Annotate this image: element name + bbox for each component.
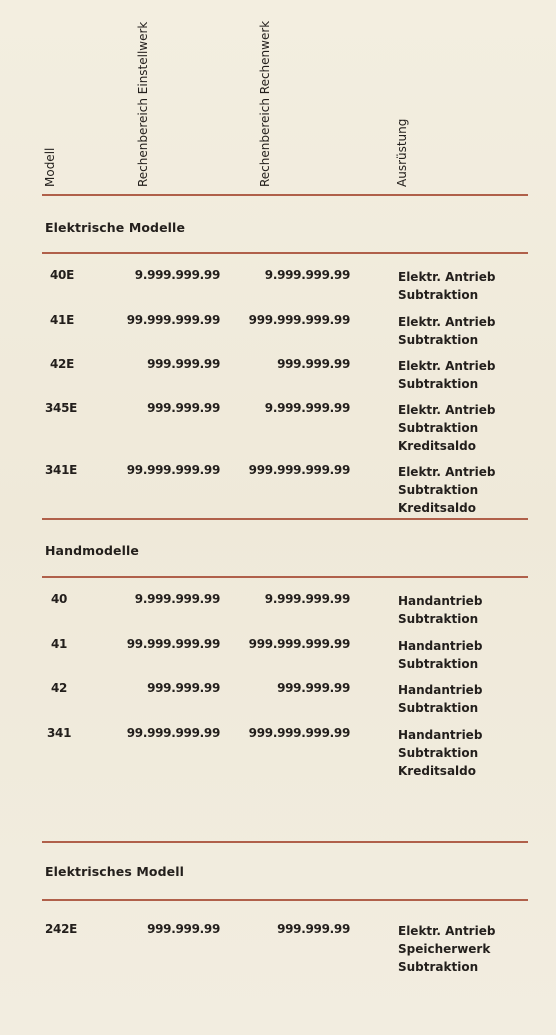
einstellwerk-cell: 999.999.99 (147, 357, 220, 371)
header-rule (42, 194, 528, 196)
equipment-line: Elektr. Antrieb (398, 315, 496, 329)
model-cell: 345E (45, 401, 78, 415)
einstellwerk-cell: 999.999.99 (147, 922, 220, 936)
column-header-rechenwerk: Rechenbereich Rechenwerk (258, 20, 272, 187)
rechenwerk-cell: 999.999.999.99 (248, 637, 350, 651)
einstellwerk-cell: 99.999.999.99 (126, 313, 220, 327)
section-rule (42, 576, 528, 578)
model-cell: 341 (47, 726, 72, 740)
einstellwerk-cell: 999.999.99 (147, 401, 220, 415)
einstellwerk-cell: 9.999.999.99 (134, 268, 220, 282)
ausruestung-cell (398, 637, 482, 673)
equipment-line: Elektr. Antrieb (398, 403, 496, 417)
equipment-line: Handantrieb (398, 728, 483, 742)
column-header-einstellwerk: Rechenbereich Einstellwerk (136, 21, 150, 187)
equipment-line: Subtraktion (398, 483, 479, 497)
ausruestung-cell (398, 922, 495, 976)
rechenwerk-cell: 999.999.999.99 (248, 313, 350, 327)
section-rule (42, 841, 528, 843)
model-cell: 41E (50, 313, 74, 327)
section-rule (42, 899, 528, 901)
section-rule (42, 252, 528, 254)
ausruestung-cell (398, 726, 482, 780)
equipment-line: Subtraktion (398, 612, 479, 626)
section-title-handmodelle: Handmodelle (45, 543, 139, 558)
equipment-line: Subtraktion (398, 377, 479, 391)
ausruestung-cell (398, 357, 495, 393)
ausruestung-cell (398, 592, 482, 628)
rechenwerk-cell: 999.999.99 (277, 357, 350, 371)
rechenwerk-cell: 9.999.999.99 (264, 401, 350, 415)
rechenwerk-cell: 9.999.999.99 (264, 592, 350, 606)
model-cell: 40 (51, 592, 68, 606)
equipment-line: Kreditsaldo (398, 439, 476, 453)
einstellwerk-cell: 999.999.99 (147, 681, 220, 695)
model-cell: 242E (45, 922, 78, 936)
equipment-line: Kreditsaldo (398, 764, 476, 778)
rechenwerk-cell: 999.999.99 (277, 681, 350, 695)
rechenwerk-cell: 9.999.999.99 (264, 268, 350, 282)
einstellwerk-cell: 9.999.999.99 (134, 592, 220, 606)
einstellwerk-cell: 99.999.999.99 (126, 637, 220, 651)
section-title-elektrische-modelle: Elektrische Modelle (45, 220, 186, 235)
equipment-line: Subtraktion (398, 960, 479, 974)
equipment-line: Subtraktion (398, 421, 479, 435)
equipment-line: Subtraktion (398, 333, 479, 347)
equipment-line: Elektr. Antrieb (398, 924, 496, 938)
equipment-line: Subtraktion (398, 288, 479, 302)
equipment-line: Handantrieb (398, 639, 483, 653)
einstellwerk-cell: 99.999.999.99 (126, 726, 220, 740)
model-cell: 41 (51, 637, 68, 651)
model-cell: 42 (51, 681, 68, 695)
einstellwerk-cell: 99.999.999.99 (126, 463, 220, 477)
rechenwerk-cell: 999.999.999.99 (248, 463, 350, 477)
equipment-line: Elektr. Antrieb (398, 270, 496, 284)
equipment-line: Subtraktion (398, 701, 479, 715)
ausruestung-cell (398, 463, 495, 517)
equipment-line: Elektr. Antrieb (398, 359, 496, 373)
section-rule (42, 518, 528, 520)
equipment-line: Subtraktion (398, 746, 479, 760)
ausruestung-cell (398, 313, 495, 349)
rechenwerk-cell: 999.999.999.99 (248, 726, 350, 740)
equipment-line: Subtraktion (398, 657, 479, 671)
model-cell: 341E (45, 463, 78, 477)
equipment-line: Handantrieb (398, 594, 483, 608)
column-header-ausruestung: Ausrüstung (395, 118, 409, 187)
model-cell: 40E (50, 268, 74, 282)
equipment-line: Speicherwerk (398, 942, 491, 956)
ausruestung-cell (398, 681, 482, 717)
model-cell: 42E (50, 357, 74, 371)
section-title-elektrisches-modell: Elektrisches Modell (45, 864, 184, 879)
equipment-line: Elektr. Antrieb (398, 465, 496, 479)
equipment-line: Handantrieb (398, 683, 483, 697)
equipment-line: Kreditsaldo (398, 501, 476, 515)
ausruestung-cell (398, 268, 495, 304)
rechenwerk-cell: 999.999.99 (277, 922, 350, 936)
ausruestung-cell (398, 401, 495, 455)
column-header-modell: Modell (43, 147, 57, 187)
